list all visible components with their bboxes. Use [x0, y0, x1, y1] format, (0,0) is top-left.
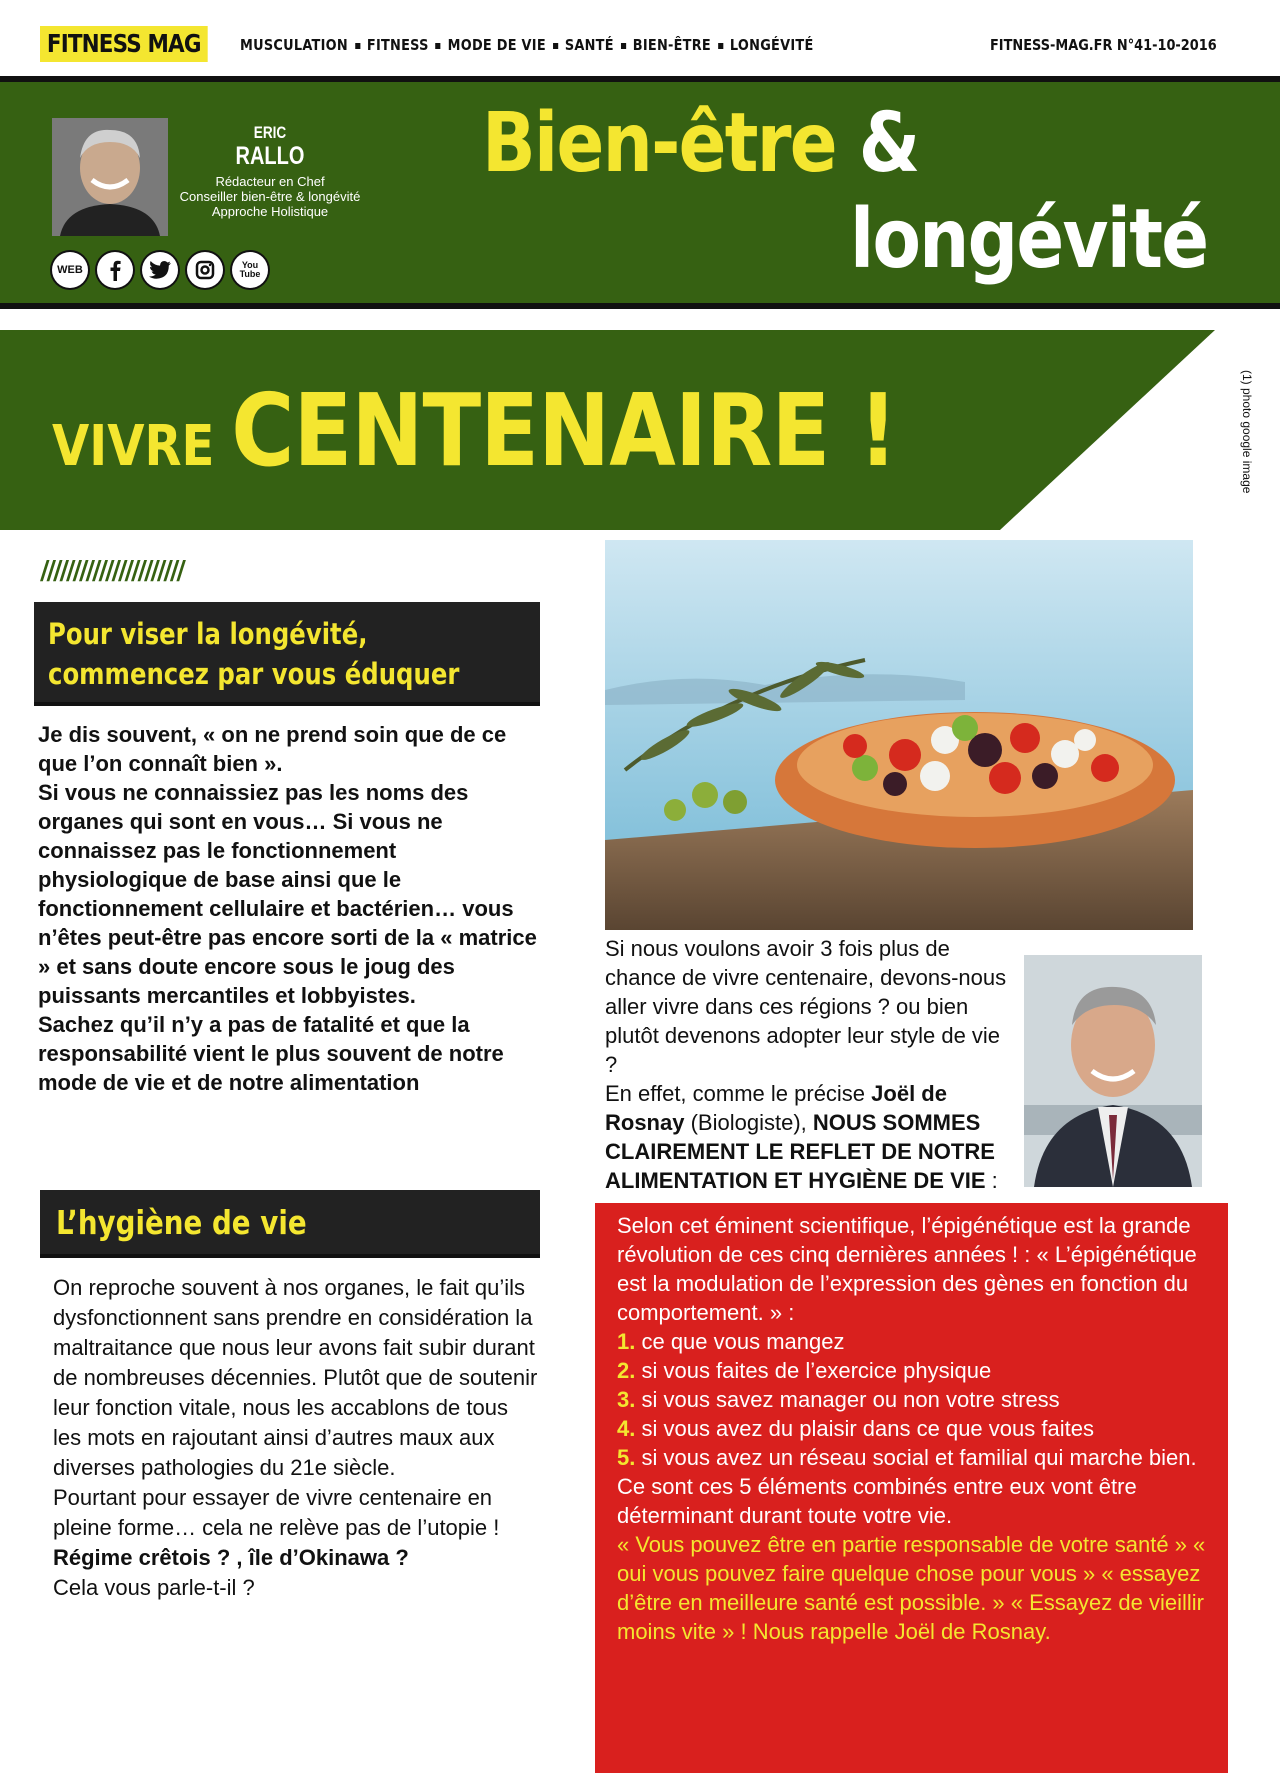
- author-first-name: ERIC: [253, 123, 287, 142]
- paragraph-strong: Régime crêtois ? , île d’Okinawa ?: [53, 1545, 409, 1570]
- list-number: 2.: [617, 1358, 636, 1383]
- top-nav: [240, 36, 814, 54]
- subheading-line: commencez par vous éduquer: [48, 657, 460, 691]
- key-statement: NOUS SOMMES CLAIREMENT LE REFLET DE NOTRE ALIMENTATION ET HYGIÈNE DE VIE: [605, 1110, 995, 1193]
- section-title-amp: &: [858, 96, 919, 191]
- longevity-paragraph: [605, 934, 1015, 1195]
- intro-paragraph: [38, 720, 548, 1097]
- list-number: 4.: [617, 1416, 636, 1441]
- quote-paragraph: « Vous pouvez être en partie responsable de votre santé » « oui vous pouvez faire quelque chose pour vous » « essayez d’être en meilleure santé est possible. » « Essayez de vieillir moins vite » ! Nous rappelle Joël de Rosnay.: [617, 1532, 1206, 1644]
- list-number: 5.: [617, 1445, 636, 1470]
- list-item: [617, 1356, 1206, 1385]
- paragraph: Cela vous parle-t-il ?: [53, 1575, 255, 1600]
- subheading-hygiene: [40, 1190, 540, 1258]
- nav-item-sante[interactable]: SANTÉ: [564, 36, 614, 54]
- greek-salad-photo: [605, 540, 1193, 930]
- list-text: ce que vous mangez: [635, 1329, 845, 1354]
- author-role: [160, 174, 380, 219]
- decorative-slashes: //////////////////////: [40, 556, 183, 586]
- nav-separator: [553, 43, 558, 49]
- paragraph: Si nous voulons avoir 3 fois plus de chance de vivre centenaire, devons-nous aller vivre dans ces régions ? ou bien plutôt devenons adopter leur style de vie ?: [605, 936, 1007, 1077]
- twitter-icon[interactable]: [142, 252, 178, 288]
- photo-credit: (1) photo google image: [1240, 370, 1254, 494]
- nav-separator: [355, 43, 360, 49]
- paragraph: On reproche souvent à nos organes, le fait qu’ils dysfonctionnent sans prendre en considération la maltraitance que nous leur avons fait subir durant de nombreuses décennies. Plutôt que de soutenir leur fonction vitale, nous les accablons de tous les mots en rajoutant ainsi d’autres maux aux diverses pathologies du 21e siècle.: [53, 1275, 538, 1480]
- nav-separator: [621, 43, 626, 49]
- nav-item-fitness[interactable]: FITNESS: [366, 36, 429, 54]
- headline-big: CENTENAIRE !: [231, 372, 897, 489]
- paragraph: Ce sont ces 5 éléments combinés entre eux vont être déterminant durant toute votre vie.: [617, 1474, 1137, 1528]
- nav-item-musculation[interactable]: MUSCULATION: [240, 36, 348, 54]
- paragraph: Selon cet éminent scientifique, l’épigénétique est la grande révolution de ces cinq dernières années ! : « L’épigénétique est la modulation de l’expression des gènes en fonction du comportement. » :: [617, 1213, 1197, 1325]
- subheading-line: Pour viser la longévité,: [48, 617, 368, 651]
- author-last-name: RALLO: [235, 142, 305, 170]
- list-item: [617, 1327, 1206, 1356]
- subheading-label: L’hygiène de vie: [56, 1203, 307, 1242]
- list-number: 3.: [617, 1387, 636, 1412]
- paragraph: Je dis souvent, « on ne prend soin que de ce que l’on connaît bien ».: [38, 722, 507, 776]
- paragraph: Pourtant pour essayer de vivre centenaire en pleine forme… cela ne relève pas de l’utopie !: [53, 1485, 500, 1540]
- paragraph: [605, 1079, 1015, 1195]
- issue-number: FITNESS-MAG.FR N°41-10-2016: [990, 36, 1217, 54]
- epigenetics-box: [595, 1203, 1228, 1773]
- youtube-icon[interactable]: You Tube: [232, 252, 268, 288]
- author-role-line: Rédacteur en Chef: [215, 174, 325, 189]
- headline-small: VIVRE: [52, 414, 232, 479]
- text-run: :: [985, 1168, 998, 1193]
- section-title-line2: longévité: [850, 192, 1208, 287]
- list-item: [617, 1414, 1206, 1443]
- logo[interactable]: FITNESS MAG: [40, 26, 208, 62]
- web-icon[interactable]: WEB: [52, 252, 88, 288]
- section-title-line1: Bien-être: [482, 96, 836, 191]
- instagram-icon[interactable]: [187, 252, 223, 288]
- list-text: si vous faites de l’exercice physique: [635, 1358, 992, 1383]
- nav-item-mode-de-vie[interactable]: MODE DE VIE: [447, 36, 546, 54]
- author-role-line: Approche Holistique: [211, 204, 329, 219]
- scientist-name: Joël de Rosnay: [605, 1081, 947, 1135]
- author-role-line: Conseiller bien-être & longévité: [179, 189, 361, 204]
- facebook-icon[interactable]: [97, 252, 133, 288]
- paragraph: Sachez qu’il n’y a pas de fatalité et que la responsabilité vient le plus souvent de notre mode de vie et de notre alimentation: [38, 1012, 504, 1095]
- nav-separator: [718, 43, 723, 49]
- list-text: si vous avez du plaisir dans ce que vous faites: [635, 1416, 1094, 1441]
- subheading-education: [34, 602, 540, 706]
- nav-item-longevite[interactable]: LONGÉVITÉ: [729, 36, 814, 54]
- list-item: [617, 1385, 1206, 1414]
- list-number: 1.: [617, 1329, 636, 1354]
- list-text: si vous avez un réseau social et familial qui marche bien.: [635, 1445, 1197, 1470]
- hygiene-paragraph: [53, 1273, 541, 1603]
- list-item: [617, 1443, 1206, 1472]
- list-text: si vous savez manager ou non votre stress: [635, 1387, 1060, 1412]
- headline: [52, 372, 897, 489]
- text-run: En effet, comme le précise: [605, 1081, 872, 1106]
- paragraph: Si vous ne connaissiez pas les noms des organes qui sont en vous… Si vous ne connaissez pas le fonctionnement physiologique de base ainsi que le fonctionnement cellulaire et bactérien… vous n’êtes peut-être pas encore sorti de la « matrice » et sans doute encore sous le joug des puissants mercantiles et lobbyistes.: [38, 780, 537, 1008]
- scientist-portrait: [1024, 955, 1202, 1187]
- section-title: [482, 96, 919, 191]
- nav-item-bien-etre[interactable]: BIEN-ÊTRE: [632, 36, 711, 54]
- author-avatar: [52, 118, 168, 236]
- nav-separator: [436, 43, 441, 49]
- text-run: (Biologiste),: [684, 1110, 813, 1135]
